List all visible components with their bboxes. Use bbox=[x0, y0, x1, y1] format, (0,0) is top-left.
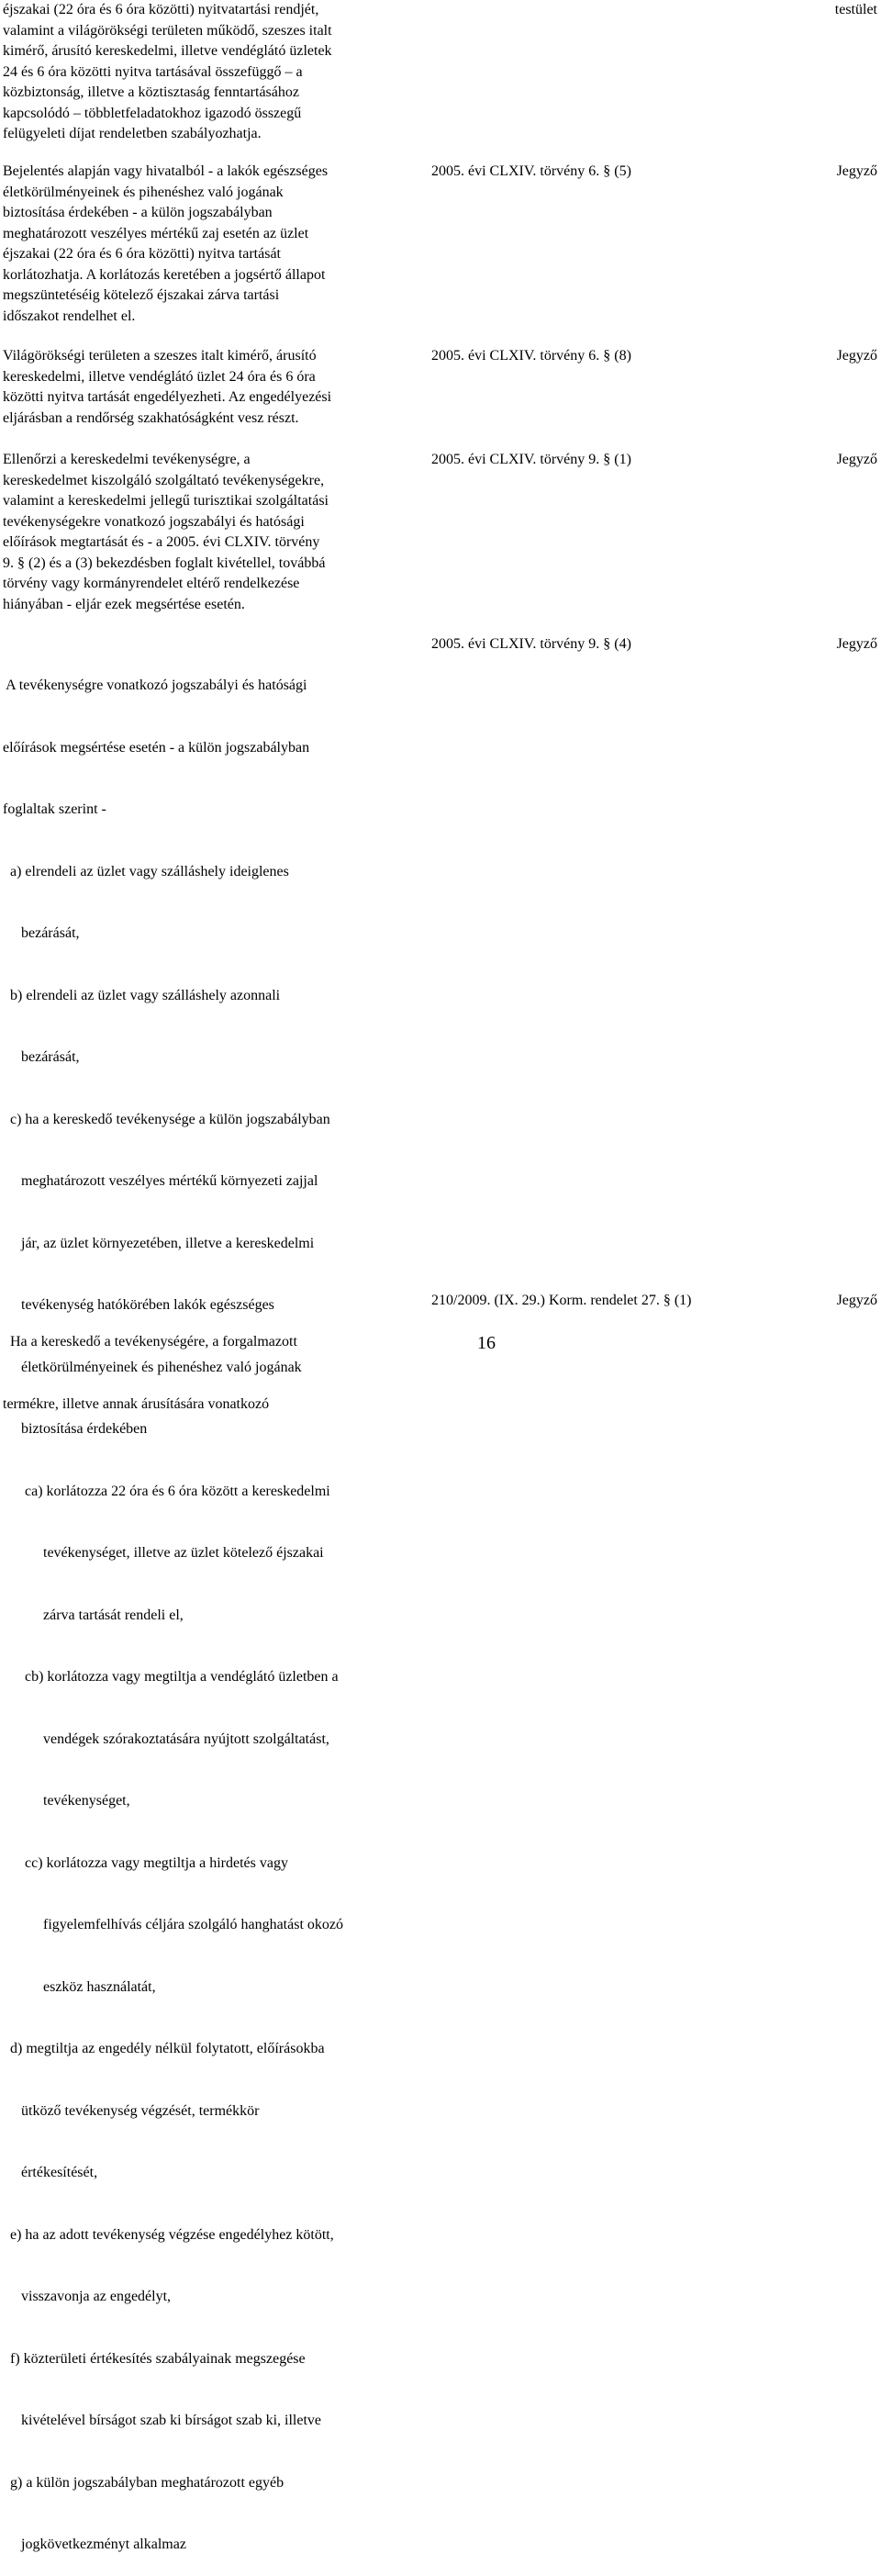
text-line: tevékenység hatókörében lakók egészséges bbox=[3, 1297, 274, 1313]
text-line: életkörülményeinek és pihenéshez való jogának bbox=[3, 184, 284, 200]
text-line: közbiztonság, illetve a köztisztaság fenntartásához bbox=[3, 84, 299, 100]
text-line: ütköző tevékenység végzését, termékkör bbox=[3, 2102, 260, 2119]
text-line: Ha a kereskedő a tevékenységére, a forgalmazott bbox=[3, 1334, 297, 1350]
list-item-a: a) elrendeli az üzlet vagy szálláshely ideiglenes bbox=[3, 863, 289, 879]
row-2-description bbox=[3, 346, 407, 429]
text-line: kivételével bírságot szab ki bírságot szab ki, illetve bbox=[3, 2413, 322, 2428]
text-line: bezárását, bbox=[3, 1049, 80, 1065]
row-3-description bbox=[3, 450, 407, 615]
text-line: Világörökségi területen a szeszes italt kimérő, árusító bbox=[3, 348, 317, 364]
text-line: A tevékenységre vonatkozó jogszabályi és hatósági bbox=[3, 678, 307, 693]
text-line: eljárásban a rendőrség szakhatóságként vesz részt. bbox=[3, 409, 299, 426]
text-line: tevékenységekre vonatkozó jogszabályi és hatósági bbox=[3, 513, 305, 530]
row-4-description bbox=[3, 634, 407, 2576]
text-line: 24 és 6 óra közötti nyitva tartásával összefüggő – a bbox=[3, 63, 303, 80]
text-line: kimérő, árusító kereskedelmi, illetve vendéglátó üzletek bbox=[3, 43, 332, 59]
list-item-cb: cb) korlátozza vagy megtiltja a vendéglátó üzletben a bbox=[3, 1669, 339, 1685]
text-line: kereskedelmi, illetve vendéglátó üzlet 24 óra és 6 óra bbox=[3, 368, 316, 385]
page-number: 16 bbox=[477, 1333, 496, 1353]
text-line: Bejelentés alapján vagy hivatalból - a lakók egészséges bbox=[3, 163, 329, 179]
text-line: bezárását, bbox=[3, 925, 80, 941]
text-line: értékesítését, bbox=[3, 2165, 98, 2180]
text-line: jár, az üzlet környezetében, illetve a kereskedelmi bbox=[3, 1235, 315, 1251]
list-item-ca: ca) korlátozza 22 óra és 6 óra között a kereskedelmi bbox=[3, 1483, 330, 1499]
row-4-law-reference: 2005. évi CLXIV. törvény 9. § (4) bbox=[431, 636, 631, 652]
text-line: életkörülményeinek és pihenéshez való jogának bbox=[3, 1359, 302, 1375]
text-line: korlátozhatja. A korlátozás keretében a jogsértő állapot bbox=[3, 266, 326, 283]
row-3-authority: Jegyző bbox=[836, 452, 877, 467]
text-line: éjszakai (22 óra és 6 óra közötti) nyitvatartási rendjét, bbox=[3, 2, 319, 17]
row-2-law-reference: 2005. évi CLXIV. törvény 6. § (8) bbox=[431, 348, 631, 364]
text-line: tevékenységet, bbox=[3, 1793, 130, 1809]
row-1-law-reference: 2005. évi CLXIV. törvény 6. § (5) bbox=[431, 163, 631, 179]
text-line: előírások megtartását és - a 2005. évi CLXIV. törvény bbox=[3, 534, 320, 550]
row-3-law-reference: 2005. évi CLXIV. törvény 9. § (1) bbox=[431, 452, 631, 467]
text-line: 9. § (2) és a (3) bekezdésben foglalt kivétellel, továbbá bbox=[3, 554, 326, 571]
text-line: meghatározott veszélyes mértékű zaj esetén az üzlet bbox=[3, 225, 309, 241]
row-1-authority: Jegyző bbox=[836, 163, 877, 179]
row-5-law-reference: 210/2009. (IX. 29.) Korm. rendelet 27. § (1) bbox=[431, 1293, 692, 1308]
text-line: éjszakai (22 óra és 6 óra közötti) nyitva tartását bbox=[3, 246, 281, 262]
row-5-authority: Jegyző bbox=[836, 1293, 877, 1308]
row-0-description bbox=[3, 0, 407, 145]
row-2-authority: Jegyző bbox=[836, 348, 877, 364]
text-line: meghatározott veszélyes mértékű környezeti zajjal bbox=[3, 1173, 318, 1189]
list-item-f: f) közterületi értékesítés szabályainak megszegése bbox=[3, 2350, 306, 2367]
text-line: zárva tartását rendeli el, bbox=[3, 1607, 184, 1623]
row-4-authority: Jegyző bbox=[836, 636, 877, 652]
text-line: törvény vagy kormányrendelet eltérő rendelkezése bbox=[3, 576, 300, 591]
text-line: közötti nyitva tartását engedélyezheti. Az engedélyezési bbox=[3, 389, 332, 405]
row-5-description bbox=[3, 1291, 407, 1436]
text-line: felügyeleti díjat rendeletben szabályozhatja. bbox=[3, 126, 262, 141]
list-item-cc: cc) korlátozza vagy megtiltja a hirdetés vagy bbox=[3, 1854, 288, 1871]
text-line: biztosítása érdekében bbox=[3, 1421, 148, 1437]
text-line: tevékenységet, illetve az üzlet kötelező éjszakai bbox=[3, 1545, 324, 1561]
row-0-authority: testület bbox=[834, 2, 877, 17]
text-line: megszüntetéséig kötelező éjszakai zárva tartási bbox=[3, 287, 280, 303]
text-line: Ellenőrzi a kereskedelmi tevékenységre, a bbox=[3, 452, 251, 467]
text-line: kereskedelmet kiszolgáló szolgáltató tevékenységekre, bbox=[3, 472, 325, 488]
row-1-description bbox=[3, 162, 407, 327]
list-item-g: g) a külön jogszabályban meghatározott egyéb bbox=[3, 2474, 284, 2491]
text-line: hiányában - eljár ezek megsértése esetén. bbox=[3, 596, 245, 612]
text-line: visszavonja az engedélyt, bbox=[3, 2289, 172, 2304]
text-line: kapcsolódó – többletfeladatokhoz igazodó összegű bbox=[3, 105, 302, 121]
text-line: jogkövetkezményt alkalmaz bbox=[3, 2537, 186, 2552]
text-line: termékre, illetve annak árusítására vonatkozó bbox=[3, 1395, 270, 1412]
list-item-b: b) elrendeli az üzlet vagy szálláshely azonnali bbox=[3, 987, 281, 1003]
text-line: biztosítása érdekében - a külön jogszabályban bbox=[3, 205, 273, 220]
list-item-d: d) megtiltja az engedély nélkül folytatott, előírásokba bbox=[3, 2041, 325, 2056]
text-line: valamint a világörökségi területen működő, szeszes italt bbox=[3, 22, 332, 39]
text-line: vendégek szórakoztatására nyújtott szolgáltatást, bbox=[3, 1730, 329, 1747]
text-line: eszköz használatát, bbox=[3, 1978, 156, 1995]
text-line: valamint a kereskedelmi jellegű turisztikai szolgáltatási bbox=[3, 493, 329, 509]
text-line: időszakot rendelhet el. bbox=[3, 308, 136, 324]
list-item-c: c) ha a kereskedő tevékenysége a külön jogszabályban bbox=[3, 1111, 330, 1127]
text-line: figyelemfelhívás céljára szolgáló hanghatást okozó bbox=[3, 1917, 343, 1932]
list-item-e: e) ha az adott tevékenység végzése engedélyhez kötött, bbox=[3, 2226, 334, 2243]
text-line: foglaltak szerint - bbox=[3, 801, 106, 817]
text-line: előírások megsértése esetén - a külön jogszabályban bbox=[3, 739, 310, 756]
